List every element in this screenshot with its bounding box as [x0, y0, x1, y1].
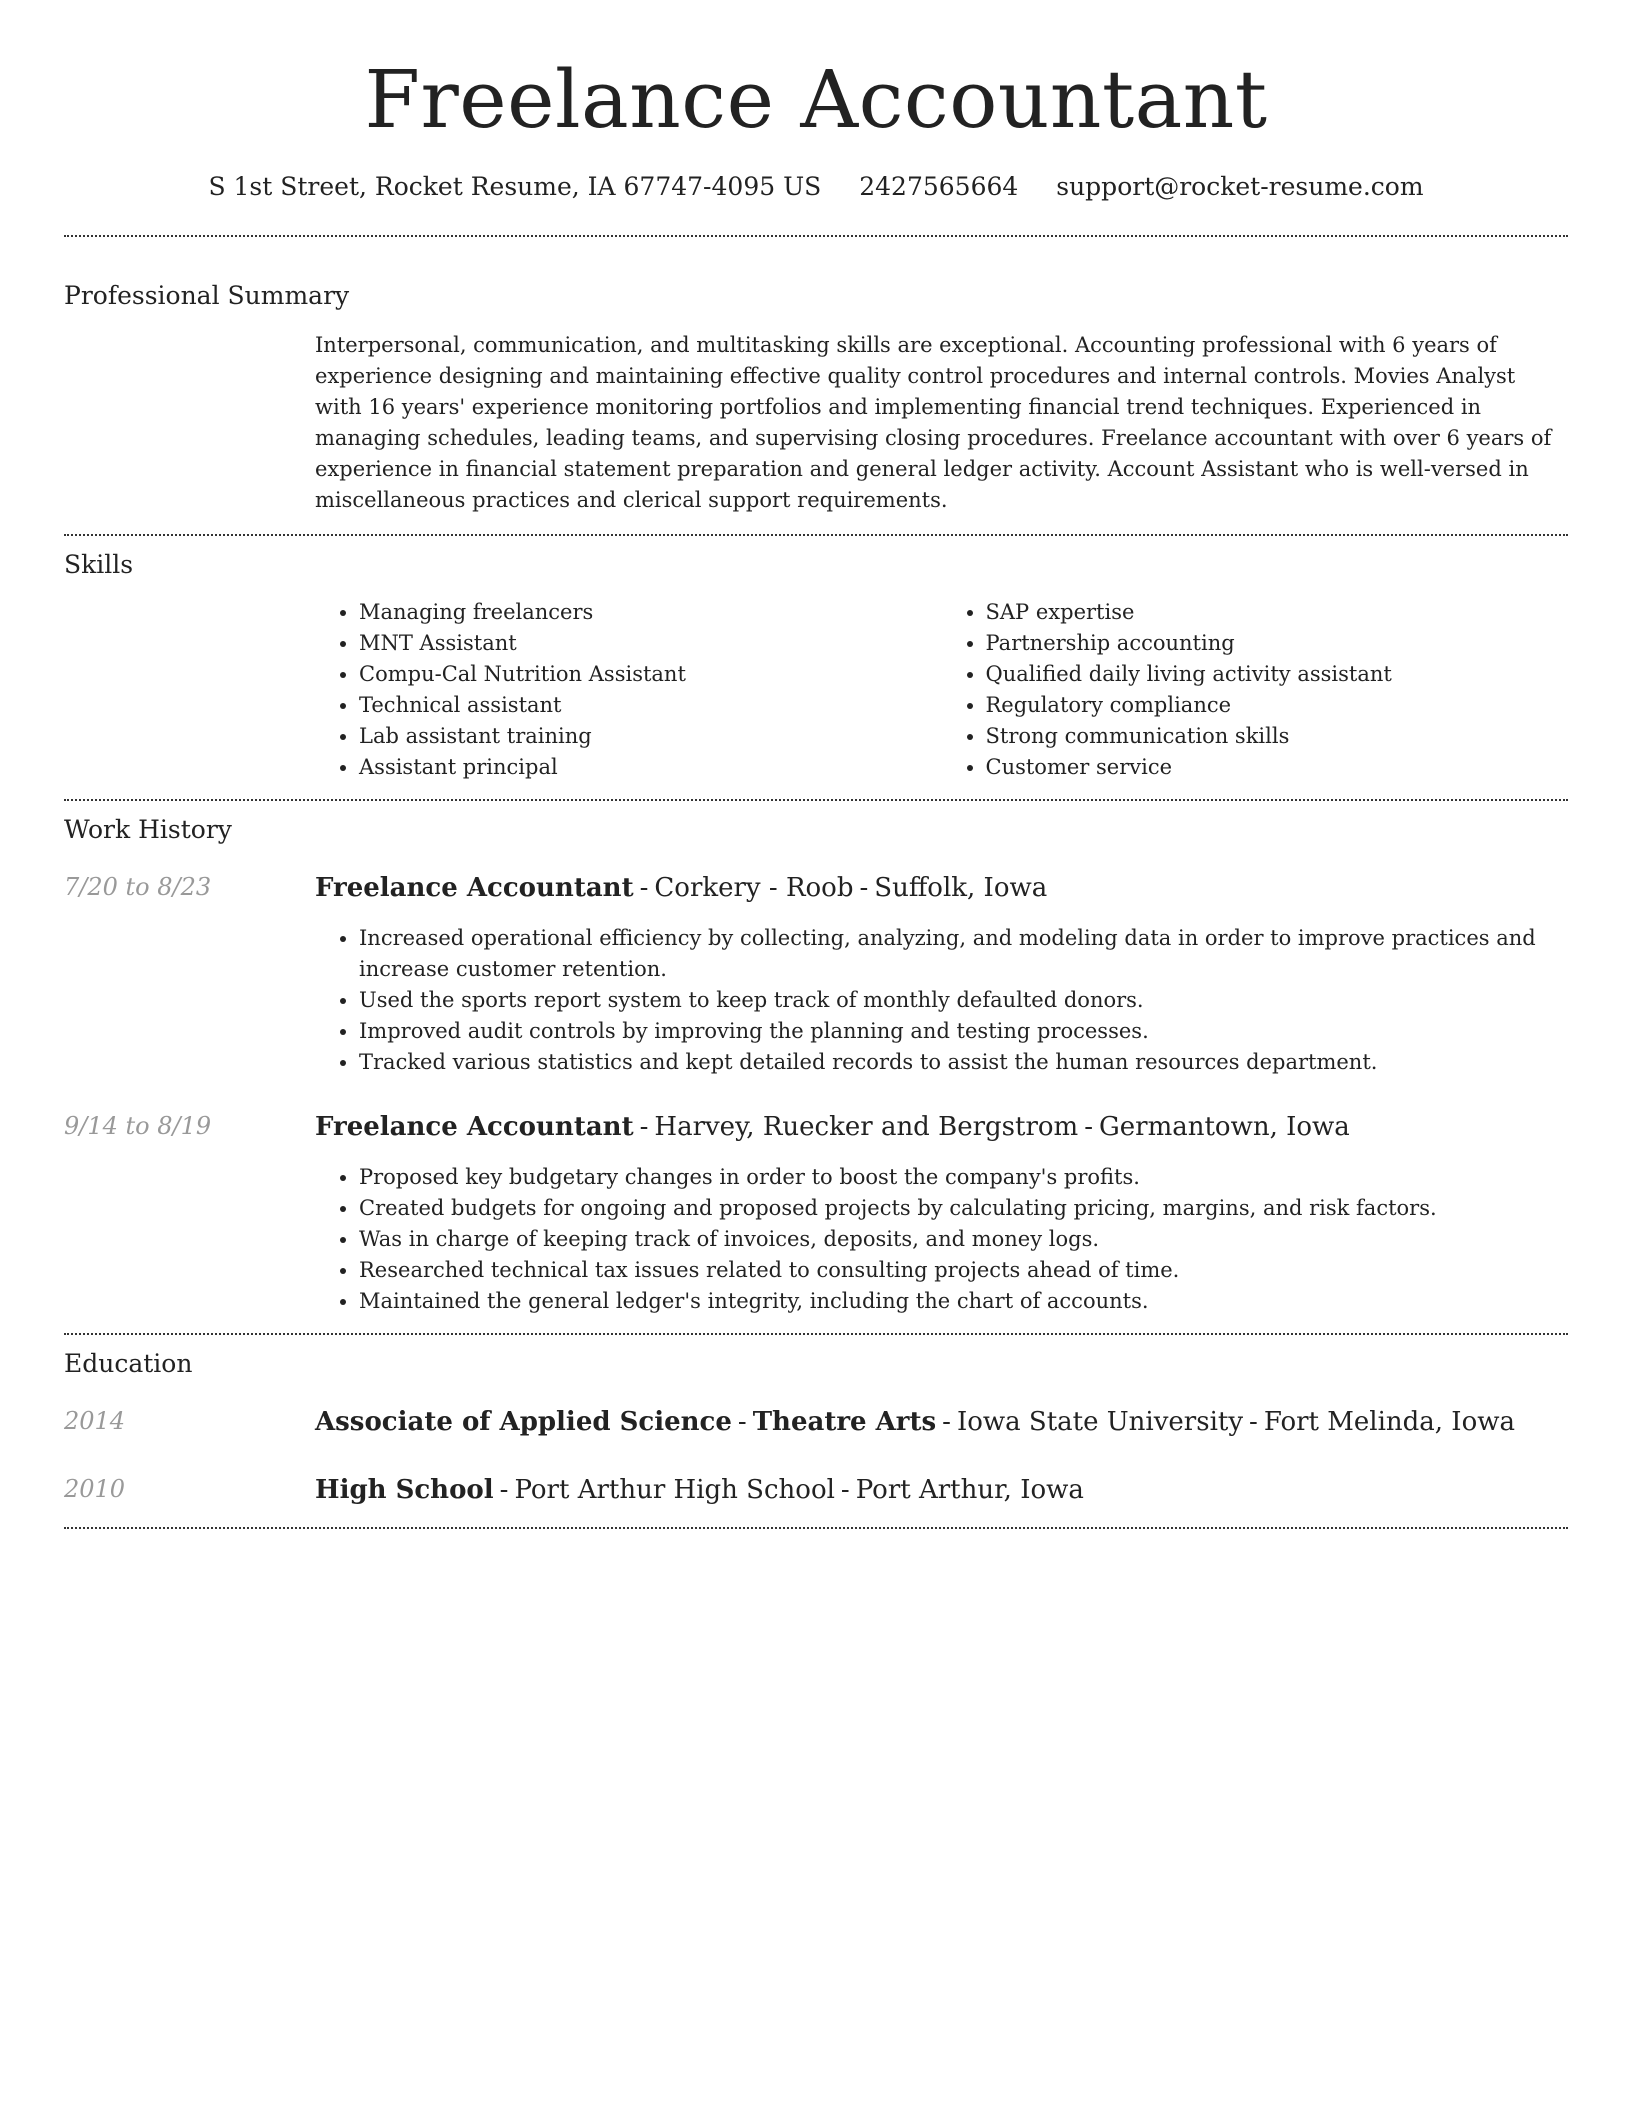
- skill-item: • SAP expertise: [986, 597, 1569, 628]
- education-heading-line: Associate of Applied Science - Theatre Arts - Iowa State University - Fort Melinda, Iowa: [315, 1407, 1515, 1437]
- job-dates: 9/14 to 8/19: [64, 1112, 212, 1140]
- job-bullet: • Proposed key budgetary changes in order to boost the company's profits.: [359, 1162, 1568, 1193]
- job-bullets: [315, 923, 1568, 1078]
- job-company: Harvey, Ruecker and Bergstrom: [654, 1112, 1079, 1142]
- job-bullet: • Tracked various statistics and kept detailed records to assist the human resources department.: [359, 1047, 1568, 1078]
- education-field: Theatre Arts: [752, 1407, 937, 1437]
- contact-email: support@rocket-resume.com: [1056, 172, 1424, 201]
- skill-item: • Lab assistant training: [359, 721, 942, 752]
- skill-item: • Qualified daily living activity assistant: [986, 659, 1569, 690]
- summary-row: [64, 330, 1568, 516]
- section-divider: [64, 799, 1568, 801]
- summary-heading: Professional Summary: [64, 281, 350, 310]
- section-divider: [64, 235, 1568, 237]
- skills-heading: Skills: [64, 550, 134, 579]
- education-school: Iowa State University: [956, 1407, 1244, 1437]
- education-heading-line: High School - Port Arthur High School - Port Arthur, Iowa: [315, 1475, 1084, 1505]
- education-location: Port Arthur, Iowa: [855, 1475, 1084, 1505]
- work-heading: Work History: [64, 815, 232, 844]
- skill-item: • Technical assistant: [359, 690, 942, 721]
- skill-item: • Managing freelancers: [359, 597, 942, 628]
- job-bullet: • Maintained the general ledger's integrity, including the chart of accounts.: [359, 1286, 1568, 1317]
- job-location: Suffolk, Iowa: [874, 873, 1048, 903]
- job-bullet: • Researched technical tax issues related to consulting projects ahead of time.: [359, 1255, 1568, 1286]
- education-school: Port Arthur High School: [514, 1475, 835, 1505]
- job-entry: [64, 1114, 1568, 1317]
- education-degree: Associate of Applied Science: [315, 1407, 732, 1437]
- education-year: 2014: [64, 1407, 126, 1435]
- job-bullet: • Improved audit controls by improving the planning and testing processes.: [359, 1016, 1568, 1047]
- job-bullet: • Used the sports report system to keep track of monthly defaulted donors.: [359, 985, 1568, 1016]
- job-bullets: [315, 1162, 1568, 1317]
- section-divider: [64, 534, 1568, 536]
- job-role: Freelance Accountant: [315, 1112, 634, 1142]
- skills-row: [64, 597, 1568, 783]
- job-heading: Freelance Accountant - Harvey, Ruecker and Bergstrom - Germantown, Iowa: [315, 1112, 1350, 1142]
- education-location: Fort Melinda, Iowa: [1263, 1407, 1515, 1437]
- job-heading: Freelance Accountant - Corkery - Roob - Suffolk, Iowa: [315, 873, 1048, 903]
- job-entry: [64, 875, 1568, 1078]
- candidate-name: Freelance Accountant: [364, 53, 1268, 146]
- section-divider: [64, 1333, 1568, 1335]
- skills-list-left: [315, 597, 942, 783]
- job-bullet: • Increased operational efficiency by collecting, analyzing, and modeling data in order to improve practices and increase customer retention.: [359, 923, 1568, 985]
- education-entry: [64, 1477, 1568, 1503]
- skills-grid: [315, 597, 1568, 783]
- section-divider: [64, 1527, 1568, 1529]
- education-entry: [64, 1409, 1568, 1435]
- education-degree: High School: [315, 1475, 494, 1505]
- job-company: Corkery - Roob: [654, 873, 854, 903]
- skill-item: • Customer service: [986, 752, 1569, 783]
- skill-item: • Partnership accounting: [986, 628, 1569, 659]
- skill-item: • Strong communication skills: [986, 721, 1569, 752]
- skill-item: • Regulatory compliance: [986, 690, 1569, 721]
- education-year: 2010: [64, 1475, 126, 1503]
- skills-list-right: [942, 597, 1569, 783]
- job-dates: 7/20 to 8/23: [64, 873, 212, 901]
- contact-phone: 2427565664: [859, 172, 1019, 201]
- job-bullet: • Was in charge of keeping track of invoices, deposits, and money logs.: [359, 1224, 1568, 1255]
- resume-page: [64, 0, 1568, 1529]
- summary-text: Interpersonal, communication, and multitasking skills are exceptional. Accounting professional with 6 years of experience designing and maintaining effective quality control procedures and internal controls. Movies Analyst with 16 years' experience monitoring portfolios and implementing financial trend techniques. Experienced in managing schedules, leading teams, and supervising closing procedures. Freelance accountant with over 6 years of experience in financial statement preparation and general ledger activity. Account Assistant who is well-versed in miscellaneous practices and clerical support requirements.: [315, 333, 1552, 512]
- job-bullet: • Created budgets for ongoing and proposed projects by calculating pricing, margins, and risk factors.: [359, 1193, 1568, 1224]
- skill-item: • MNT Assistant: [359, 628, 942, 659]
- contact-address: S 1st Street, Rocket Resume, IA 67747-4095 US: [208, 172, 822, 201]
- education-heading: Education: [64, 1349, 193, 1378]
- job-location: Germantown, Iowa: [1098, 1112, 1350, 1142]
- job-role: Freelance Accountant: [315, 873, 634, 903]
- skill-item: • Assistant principal: [359, 752, 942, 783]
- contact-line: [64, 174, 1568, 199]
- skill-item: • Compu-Cal Nutrition Assistant: [359, 659, 942, 690]
